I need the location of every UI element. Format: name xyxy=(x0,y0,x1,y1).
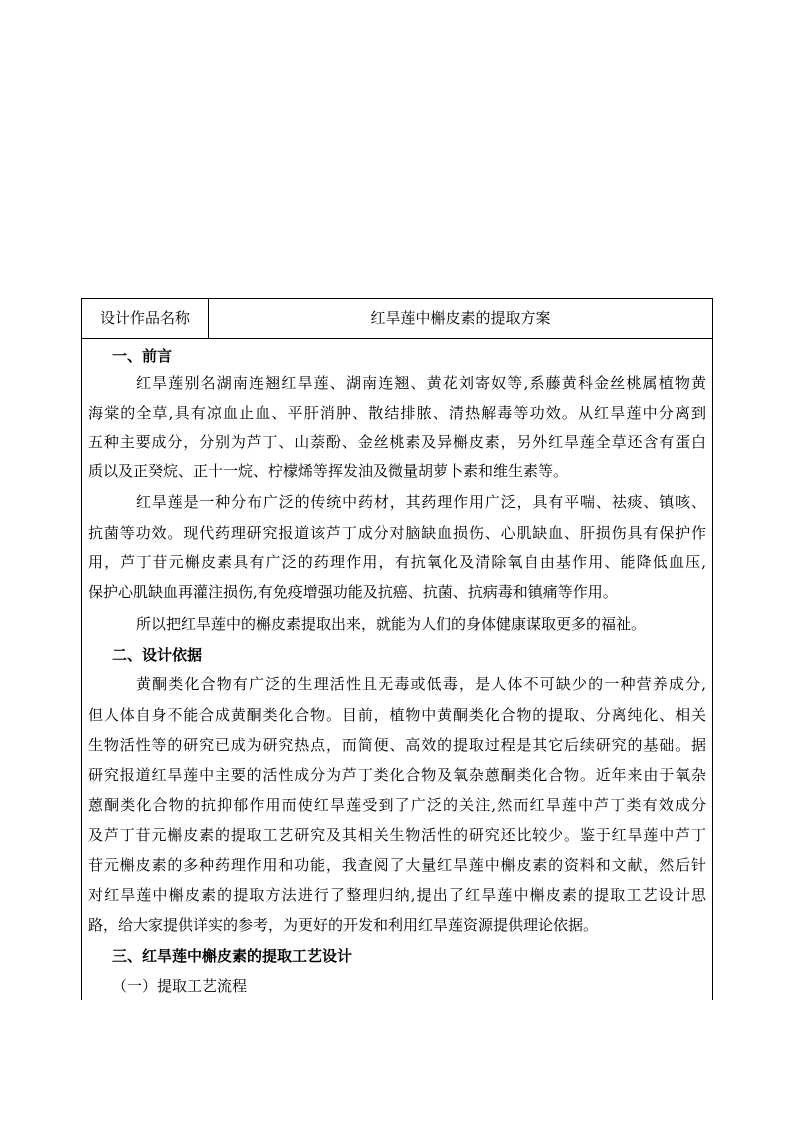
section-heading-preface: 一、前言 xyxy=(112,347,173,365)
paragraph-line: 苷元槲皮素的多种药理作用和功能，我查阅了大量红旱莲中槲皮素的资料和文献，然后针 xyxy=(88,856,706,874)
paragraph-line: 红旱莲别名湖南连翘红旱莲、湖南连翘、黄花刘寄奴等,系藤黄科金丝桃属植物黄 xyxy=(136,374,706,392)
paragraph-line: 所以把红旱莲中的槲皮素提取出来，就能为人们的身体健康谋取更多的福祉。 xyxy=(136,615,647,633)
paragraph-line: 路，给大家提供详实的参考，为更好的开发和利用红旱莲资源提供理论依据。 xyxy=(88,916,599,934)
paragraph-line: 质以及正癸烷、正十一烷、柠檬烯等挥发油及微量胡萝卜素和维生素等。 xyxy=(88,462,569,480)
paragraph-line: 抗菌等功效。现代药理研究报道该芦丁成分对脑缺血损伤、心肌缺血、肝损伤具有保护作 xyxy=(88,524,706,542)
paragraph-line: 保护心肌缺血再灌注损伤,有免疫增强功能及抗癌、抗菌、抗病毒和镇痛等作用。 xyxy=(88,583,618,601)
work-name-label: 设计作品名称 xyxy=(82,299,209,338)
paragraph-line: 对红旱莲中槲皮素的提取方法进行了整理归纳,提出了红旱莲中槲皮素的提取工艺设计思 xyxy=(88,886,706,904)
content-cell xyxy=(82,339,712,1001)
paragraph-line: 五种主要成分，分别为芦丁、山萘酚、金丝桃素及异槲皮素，另外红旱莲全草还含有蛋白 xyxy=(88,433,706,451)
section-heading-process-design: 三、红旱莲中槲皮素的提取工艺设计 xyxy=(112,947,353,965)
subsection-heading-process-flow: （一）提取工艺流程 xyxy=(112,977,248,995)
paragraph-line: 蒽酮类化合物的抗抑郁作用而使红旱莲受到了广泛的关注,然而红旱莲中芦丁类有效成分 xyxy=(88,796,706,814)
paragraph-line: 但人体自身不能合成黄酮类化合物。目前，植物中黄酮类化合物的提取、分离纯化、相关 xyxy=(88,706,706,724)
paragraph-line: 黄酮类化合物有广泛的生理活性且无毒或低毒，是人体不可缺少的一种营养成分, xyxy=(136,675,706,693)
title-row xyxy=(82,299,712,339)
work-name-value: 红旱莲中槲皮素的提取方案 xyxy=(370,309,551,327)
paragraph-line: 红旱莲是一种分布广泛的传统中药材，其药理作用广泛，具有平喘、祛痰、镇咳、 xyxy=(136,493,706,511)
design-form-table xyxy=(81,298,713,1000)
paragraph-line: 及芦丁苷元槲皮素的提取工艺研究及其相关生物活性的研究还比较少。鉴于红旱莲中芦丁 xyxy=(88,826,706,844)
section-heading-basis: 二、设计依据 xyxy=(112,646,203,664)
paragraph-line: 海棠的全草,具有凉血止血、平肝消肿、散结排脓、清热解毒等功效。从红旱莲中分离到 xyxy=(88,404,706,422)
paragraph-line: 用，芦丁苷元槲皮素具有广泛的药理作用，有抗氧化及清除氧自由基作用、能降低血压, xyxy=(88,553,706,571)
paragraph-line: 生物活性等的研究已成为研究热点，而简便、高效的提取过程是其它后续研究的基础。据 xyxy=(88,736,706,754)
paragraph-line: 研究报道红旱莲中主要的活性成分为芦丁类化合物及氧杂蒽酮类化合物。近年来由于氧杂 xyxy=(88,766,706,784)
